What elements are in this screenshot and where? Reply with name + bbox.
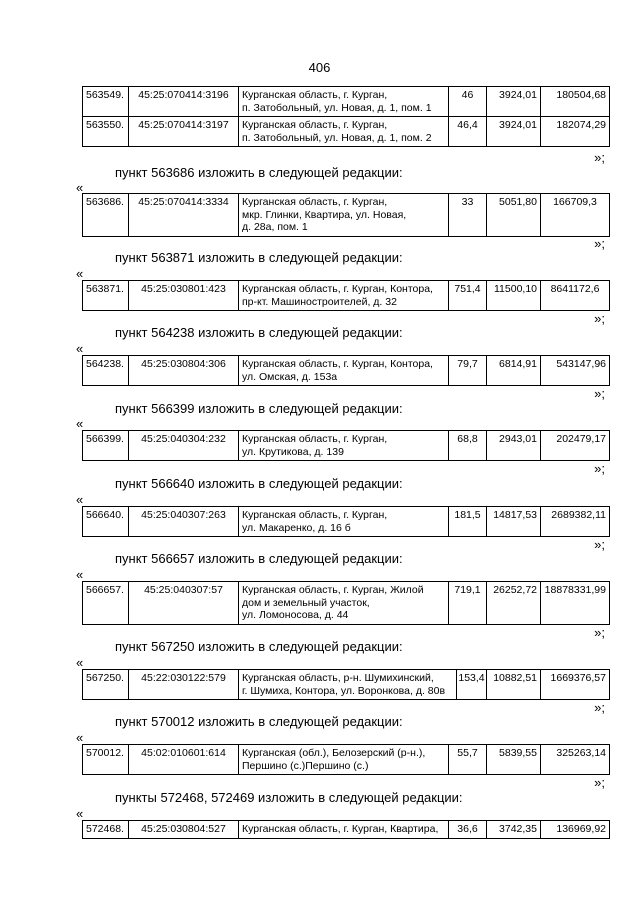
area-cell: 46 [449,87,487,117]
address-line: Курганская область, р-н. Шумихинский, [242,672,434,684]
opening-quote: « [76,567,84,582]
cadastral-number: 45:25:070414:3196 [129,87,239,117]
address-line: Курганская область, г. Курган, [242,89,388,101]
address-line: Першино (с.)Першино (с.) [242,759,369,772]
value-cell: 325263,14 [541,745,610,775]
value-cell: 136969,92 [541,821,610,839]
address-line: Курганская (обл.), Белозерский (р-н.), [242,747,426,759]
area-cell: 751,4 [449,281,487,311]
closing-quote: »; [594,236,605,251]
value-cell: 182074,29 [541,117,610,147]
amendment-paragraph: пункты 572468, 572469 изложить в следующей редакции: [115,790,463,805]
price-cell: 6814,91 [487,356,541,386]
area-cell: 33 [449,194,487,237]
amendment-table [82,355,610,386]
value-cell: 8641172,6 [541,281,610,311]
address-line: Курганская область, г. Курган, [242,509,388,521]
address-line: п. Затобольный, ул. Новая, д. 1, пом. 1 [242,101,432,114]
amendment-paragraph: пункт 570012 изложить в следующей редакции: [115,714,403,729]
page-number: 406 [308,60,331,75]
row-number: 566657. [83,582,129,625]
cadastral-number: 45:25:030804:527 [129,821,239,839]
row-number: 564238. [83,356,129,386]
table-row [83,582,610,625]
address-line: пр-кт. Машиностроителей, д. 32 [242,295,397,308]
opening-quote: « [76,341,84,356]
amendment-table [82,820,610,839]
address-cell [239,745,449,775]
opening-quote: « [76,180,84,195]
table-row [83,117,610,147]
cadastral-number: 45:25:070414:3197 [129,117,239,147]
cadastral-number: 45:25:040307:263 [129,507,239,537]
row-number: 563686. [83,194,129,237]
address-line: Курганская область, г. Курган, Жилой [242,584,424,596]
value-cell: 180504,68 [541,87,610,117]
table-row [83,356,610,386]
table-row [83,670,610,700]
price-cell: 14817,53 [487,507,541,537]
area-cell: 68,8 [449,431,487,461]
address-cell [239,431,449,461]
address-line: мкр. Глинки, Квартира, ул. Новая, [242,208,407,221]
amendment-paragraph: пункт 563871 изложить в следующей редакции: [115,250,403,265]
amendment-paragraph: пункт 566657 изложить в следующей редакции: [115,551,403,566]
address-line: г. Шумиха, Контора, ул. Воронкова, д. 80в [242,684,446,697]
address-cell [239,670,457,700]
amendment-table [82,744,610,775]
area-cell: 719,1 [449,582,487,625]
opening-quote: « [76,266,84,281]
opening-quote: « [76,416,84,431]
address-line: Курганская область, г. Курган, [242,119,388,131]
address-line: ул. Крутикова, д. 139 [242,445,344,458]
address-line: дом и земельный участок, [242,596,370,609]
opening-quote: « [76,655,84,670]
amendment-table [82,506,610,537]
price-cell: 11500,10 [487,281,541,311]
table-row [83,281,610,311]
value-cell: 543147,96 [541,356,610,386]
cadastral-number: 45:22:030122:579 [129,670,239,700]
table-row [83,821,610,839]
price-cell: 3924,01 [487,117,541,147]
address-line: Курганская область, г. Курган, Контора, [242,358,433,370]
table-row [83,194,610,237]
closing-quote: »; [594,775,605,790]
amendment-paragraph: пункт 567250 изложить в следующей редакции: [115,639,403,654]
address-cell [239,582,449,625]
closing-quote: »; [594,311,605,326]
cadastral-number: 45:02:010601:614 [129,745,239,775]
value-cell: 202479,17 [541,431,610,461]
address-line: ул. Макаренко, д. 16 б [242,521,351,534]
value-cell: 2689382,11 [541,507,610,537]
amendment-table [82,581,610,625]
price-cell: 3742,35 [487,821,541,839]
row-number: 566399. [83,431,129,461]
cadastral-number: 45:25:070414:3334 [129,194,239,237]
opening-quote: « [76,730,84,745]
address-line: д. 28а, пом. 1 [242,221,308,233]
area-cell: 181,5 [449,507,487,537]
address-line: п. Затобольный, ул. Новая, д. 1, пом. 2 [242,131,432,144]
address-cell [239,821,449,839]
address-line: Курганская область, г. Курган, Контора, [242,283,433,295]
row-number: 563871. [83,281,129,311]
row-number: 570012. [83,745,129,775]
amendment-paragraph: пункт 566640 изложить в следующей редакции: [115,476,403,491]
row-number: 563550. [83,117,129,147]
table-row [83,431,610,461]
address-cell [239,356,449,386]
row-number: 563549. [83,87,129,117]
cadastral-number: 45:25:040307:57 [129,582,239,625]
closing-quote: »; [594,537,605,552]
row-number: 566640. [83,507,129,537]
address-cell [239,507,449,537]
opening-quote: « [76,806,84,821]
row-number: 567250. [83,670,129,700]
price-cell: 5051,80 [487,194,541,237]
address-line: ул. Омская, д. 153а [242,370,338,383]
price-cell: 5839,55 [487,745,541,775]
closing-quote: »; [594,625,605,640]
table-row [83,507,610,537]
closing-quote: »; [594,386,605,401]
value-cell: 1669376,57 [541,670,610,700]
address-line: Курганская область, г. Курган, [242,196,388,208]
closing-quote: »; [594,461,605,476]
opening-quote: « [76,492,84,507]
row-number: 572468. [83,821,129,839]
value-cell: 18878331,99 [541,582,610,625]
cadastral-number: 45:25:040304:232 [129,431,239,461]
address-cell [239,194,449,237]
area-cell: 55,7 [449,745,487,775]
address-cell [239,117,449,147]
address-cell [239,87,449,117]
price-cell: 2943,01 [487,431,541,461]
cadastral-number: 45:25:030804:306 [129,356,239,386]
value-cell: 166709,3 [541,194,610,237]
amendment-paragraph: пункт 564238 изложить в следующей редакции: [115,325,403,340]
area-cell: 153,4 [457,670,487,700]
area-cell: 46,4 [449,117,487,147]
amendment-table [82,280,610,311]
table-row [83,745,610,775]
amendment-table [82,669,610,700]
area-cell: 36,6 [449,821,487,839]
amendment-table [82,430,610,461]
address-line: ул. Ломоносова, д. 44 [242,609,349,621]
table-row [83,87,610,117]
closing-quote: »; [594,150,605,165]
table-top [82,86,610,147]
price-cell: 10882,51 [487,670,541,700]
cadastral-number: 45:25:030801:423 [129,281,239,311]
amendment-paragraph: пункт 566399 изложить в следующей редакции: [115,401,403,416]
address-line: Курганская область, г. Курган, [242,433,388,445]
area-cell: 79,7 [449,356,487,386]
price-cell: 3924,01 [487,87,541,117]
address-line: Курганская область, г. Курган, Квартира, [242,823,439,835]
amendment-paragraph: пункт 563686 изложить в следующей редакции: [115,165,403,180]
address-cell [239,281,449,311]
amendment-table [82,193,610,237]
price-cell: 26252,72 [487,582,541,625]
closing-quote: »; [594,700,605,715]
